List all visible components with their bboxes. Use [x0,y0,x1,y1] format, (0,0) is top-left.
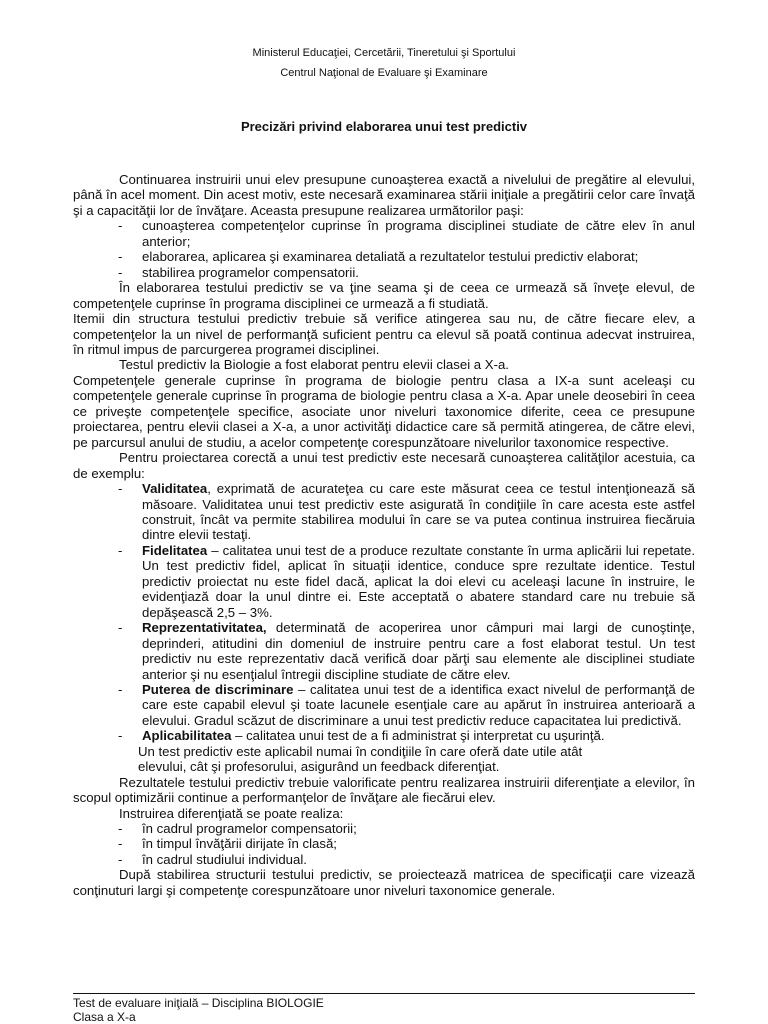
quality-term: Aplicabilitatea [142,728,232,744]
list-item: - elaborarea, aplicarea şi examinarea detaliată a rezultatelor testului predictiv elaborat; [118,249,639,265]
paragraph: Testul predictiv la Biologie a fost elaborat pentru elevii clasei a X-a. [119,357,509,373]
list-item: - în cadrul studiului individual. [118,851,307,867]
document-footer [73,993,695,1024]
paragraph: Itemii din structura testului predictiv trebuie să verifice atingerea sau nu, de către fiecare elev, a competenţelor la un nivel de performanţă suficient pentru ca elevul să poată continua adecvat instruirea, în ritmul impus de parcurgerea programei disciplinei. [73,311,695,357]
footer-test-name: Test de evaluare iniţială – Disciplina BIOLOGIE [73,996,324,1010]
quality-item: - Reprezentativitatea, determinată de acoperirea unor câmpuri mai largi de cunoştinţe, deprinderi, atitudini din domeniul de instruire pentru care a fost elaborat testul. Un test predictiv nu este reprezentativ dacă verifică doar părţi sau elemente ale disciplinei studiate anterior şi nu esenţialul întregii discipline studiate de către elev. [118,620,695,682]
page-title: Precizări privind elaborarea unui test predictiv [240,119,528,134]
paragraph-intro: Continuarea instruirii unui elev presupune cunoaşterea exactă a nivelului de pregătire al elevului, până în acel moment. Din acest motiv, este necesară examinarea stării iniţiale a pregătirii celor care învaţă şi a capacităţii lor de învăţare. Aceasta presupune realizarea următorilor paşi: [73,172,695,218]
paragraph: Competenţele generale cuprinse în programa de biologie pentru clasa a IX-a sunt aceleaşi cu competenţele generale cuprinse în programa de biologie pentru clasa a X-a. Apar unele deosebiri în ceea ce priveşte competenţele specifice, asociate unor niveluri taxonomice diferite, ceea ce presupune proiectarea, pentru elevii clasei a X-a, a unor activităţi didactice care să permită atingerea, de către elevi, pe parcursul anului de studiu, a acelor competenţe corespunzătoare nivelurilor taxonomice respective. [73,372,695,450]
quality-term: Validitatea [142,481,208,497]
quality-item: - Aplicabilitatea – calitatea unui test de a fi administrat şi interpretat cu uşurinţă. [118,728,605,744]
list-item: - cunoaşterea competenţelor cuprinse în programa disciplinei studiate de către elev în anul anterior; [118,218,695,249]
quality-item: - Puterea de discriminare – calitatea unui test de a identifica exact nivelul de performanţă de care este capabil elevul şi toate lacunele esenţiale care au apărut în instruirea anterioară a elevului. Gradul scăzut de discriminare a unui test predictiv reduce capacitatea lui predictivă. [118,681,695,728]
quality-term: Reprezentativitatea, [142,620,267,636]
document-body [73,172,695,898]
quality-term: Fidelitatea [142,542,208,558]
paragraph: După stabilirea structurii testului predictiv, se proiectează matricea de specificaţii care vizează conţinuturi largi şi competenţe corespunzătoare unor niveluri taxonomice generale. [73,867,695,898]
paragraph: Instruirea diferenţiată se poate realiza: [119,805,344,821]
note-line: elevului, cât şi profesorului, asigurând un feedback diferenţiat. [138,759,500,775]
list-item: - în timpul învăţării dirijate în clasă; [118,836,337,852]
document-header [0,0,768,83]
ministry-name: Ministerul Educaţiei, Cercetării, Tineretului şi Sportului [252,47,516,59]
footer-class: Clasa a X-a [73,1010,136,1024]
quality-term: Puterea de discriminare [142,681,294,697]
list-item: - stabilirea programelor compensatorii. [118,264,359,280]
paragraph: În elaborarea testului predictiv se va ţine seama şi de ceea ce urmează să înveţe elevul, de competenţele cuprinse în programa disciplinei ce urmează a fi studiată. [73,280,695,311]
list-item: - în cadrul programelor compensatorii; [118,821,357,837]
center-name: Centrul Naţional de Evaluare şi Examinare [280,67,488,79]
quality-item: - Validitatea, exprimată de acurateţea cu care este măsurat ceea ce testul intenţionează să măsoare. Validitatea unui test predictiv este asigurată în condiţiile în care acesta este astfel construit, încât va permite stabilirea modului în care se va putea continua instruirea fiecăruia dintre elevii testaţi. [118,481,695,543]
paragraph: Rezultatele testului predictiv trebuie valorificate pentru realizarea instruirii diferenţiate a elevilor, în scopul optimizării continue a performanţelor de învăţare ale fiecărui elev. [73,774,695,806]
quality-item: - Fidelitatea – calitatea unui test de a produce rezultate constante în urma aplicării lui repetate. Un test predictiv fidel, aplicat în situaţii identice, conduce spre rezultate identice. Testul predictiv proiectat nu este fidel dacă, aplicat la doi elevi cu aceleaşi lacune în instruire, le evidenţiază doar la unul dintre ei. Este acceptată o abatere standard care nu trebuie să depăşească 2,5 – 3%. [118,542,695,620]
note-line: Un test predictiv este aplicabil numai în condiţiile în care oferă date utile atât [138,743,583,759]
paragraph: Pentru proiectarea corectă a unui test predictiv este necesară cunoaşterea calităţilor acestuia, ca de exemplu: [73,450,695,481]
